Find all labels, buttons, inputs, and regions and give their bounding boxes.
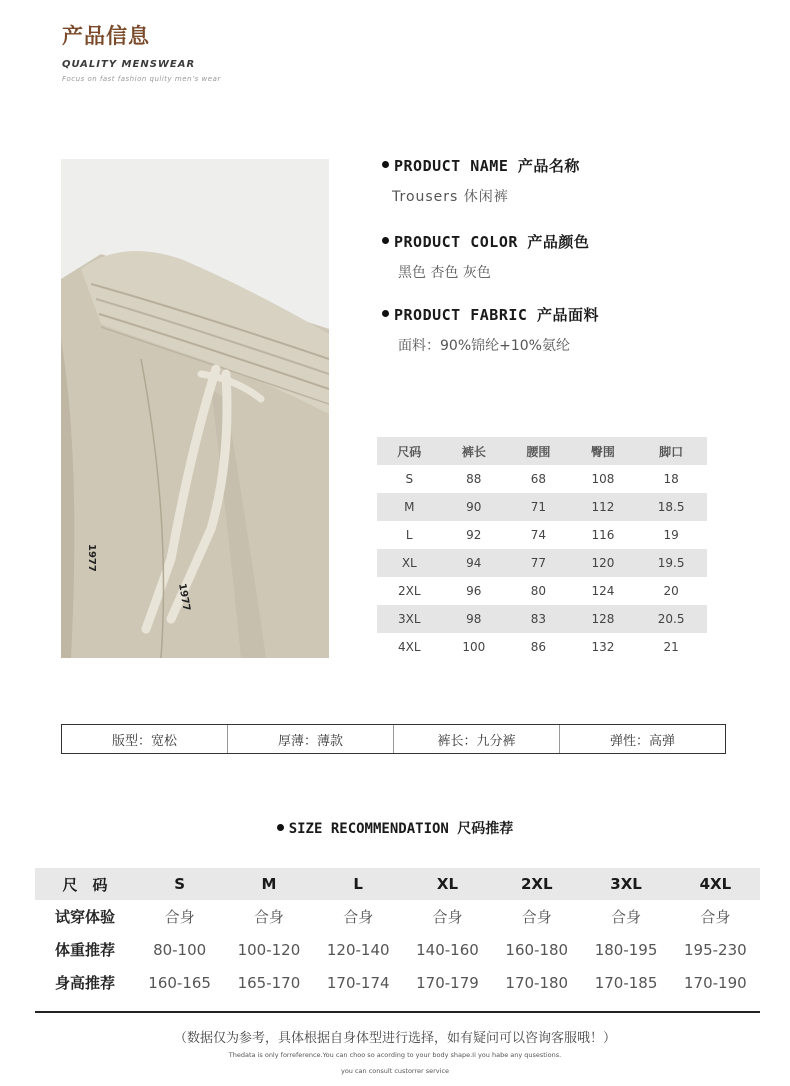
table-cell: 100: [462, 640, 486, 654]
header-cell: 腰围: [506, 437, 571, 465]
size-header-cell: 2XL: [492, 868, 581, 900]
brand-subtitle: QUALITY MENSWEAR: [62, 59, 196, 70]
recommendation-header: [35, 868, 760, 900]
table-cell: 170-179: [416, 973, 479, 992]
table-cell: 合身: [521, 908, 552, 926]
attribute-fit: 版型：宽松: [111, 733, 177, 749]
table-cell: 21: [663, 640, 679, 654]
product-photo: [61, 159, 329, 658]
size-header-cell: S: [135, 868, 224, 900]
tag-label-left: 1977: [86, 544, 97, 572]
table-row: [377, 465, 707, 493]
table-cell: 20.5: [635, 605, 707, 633]
table-row: [35, 966, 760, 999]
table-cell: 124: [591, 584, 615, 598]
table-cell: 83: [506, 605, 571, 633]
product-name-heading: PRODUCT NAME 产品名称: [394, 157, 580, 175]
table-cell: 合身: [164, 908, 195, 926]
attributes-strip: [61, 724, 726, 754]
table-cell: 94: [442, 549, 507, 577]
table-row: [35, 933, 760, 966]
trousers-illustration: [61, 159, 329, 658]
table-cell: 合身: [432, 908, 463, 926]
table-cell: M: [377, 493, 442, 521]
header-label: 尺 码: [35, 868, 135, 900]
product-fabric-value: 面料：90%锦纶+10%氨纶: [398, 338, 570, 354]
table-cell: 120-140: [326, 940, 390, 959]
table-cell: 170-185: [594, 973, 658, 992]
attribute-length: 裤长：九分裤: [393, 725, 559, 753]
table-row: [35, 900, 760, 933]
table-cell: 80: [530, 584, 546, 598]
size-header-cell: M: [224, 868, 313, 900]
table-cell: 19.5: [635, 549, 707, 577]
table-cell: 116: [591, 528, 615, 542]
table-cell: 98: [442, 605, 507, 633]
disclaimer-english-2: you can consult custorrer service: [340, 1067, 450, 1075]
disclaimer-english: Thedata is only forreference.You can choo so acording to your body shape.Ii you habe any qusestions.: [228, 1051, 562, 1059]
table-cell: 合身: [253, 908, 284, 926]
table-cell: 74: [530, 528, 546, 542]
table-cell: L: [405, 528, 413, 542]
table-cell: 92: [466, 528, 482, 542]
table-cell: 80-100: [153, 940, 207, 959]
table-cell: 108: [591, 472, 615, 486]
brand-tagline: Focus on fast fashion qulity men’s wear: [62, 75, 221, 83]
table-cell: 合身: [343, 908, 374, 926]
recommendation-table: [35, 868, 760, 999]
table-row: [377, 493, 707, 521]
table-cell: 170-180: [505, 973, 569, 992]
bullet-icon: [382, 237, 389, 244]
tag-label-right: 1977: [176, 582, 192, 612]
product-name-value: Trousers 休闲裤: [392, 189, 509, 205]
header-cell: 臀围: [571, 437, 636, 465]
table-cell: 77: [506, 549, 571, 577]
table-cell: 160-165: [148, 973, 211, 992]
header-cell: 裤长: [442, 437, 507, 465]
attribute-elasticity: 弹性：高弹: [559, 725, 725, 753]
size-header-cell: L: [314, 868, 403, 900]
product-color-block: [382, 231, 589, 252]
size-header-cell: XL: [403, 868, 492, 900]
product-color-heading: PRODUCT COLOR 产品颜色: [394, 233, 590, 251]
table-cell: 20: [663, 584, 679, 598]
table-row: [377, 577, 707, 605]
product-fabric-block: [382, 304, 599, 325]
size-table: [377, 437, 707, 661]
table-cell: 170-190: [684, 973, 747, 992]
size-table-header: [377, 437, 707, 465]
table-cell: 68: [530, 472, 546, 486]
bullet-icon: [277, 824, 284, 831]
row-label: 身高推荐: [54, 974, 115, 992]
table-cell: 165-170: [237, 973, 301, 992]
table-row: [377, 549, 707, 577]
table-cell: 86: [530, 640, 546, 654]
table-cell: 120: [571, 549, 636, 577]
product-fabric-heading: PRODUCT FABRIC 产品面料: [394, 306, 599, 324]
table-cell: 18: [663, 472, 679, 486]
header-cell: 脚口: [635, 437, 707, 465]
table-cell: 96: [466, 584, 482, 598]
table-row: [377, 633, 707, 661]
table-cell: 90: [442, 493, 507, 521]
disclaimer-note: （数据仅为参考，具体根据自身体型进行选择，如有疑问可以咨询客服哦！）: [173, 1031, 616, 1046]
table-cell: 112: [571, 493, 636, 521]
divider: [35, 1011, 760, 1013]
table-cell: S: [405, 472, 414, 486]
bullet-icon: [382, 161, 389, 168]
table-cell: 71: [506, 493, 571, 521]
product-name-block: [382, 155, 580, 176]
table-cell: 4XL: [398, 640, 421, 654]
header-cell: 尺码: [377, 437, 442, 465]
product-color-value: 黑色 杏色 灰色: [398, 265, 491, 281]
table-cell: 18.5: [635, 493, 707, 521]
page-title: 产品信息: [62, 24, 150, 48]
table-cell: 195-230: [684, 940, 747, 959]
table-cell: 180-195: [594, 940, 658, 959]
attribute-thickness: 厚薄：薄款: [227, 725, 393, 753]
table-cell: 合身: [611, 908, 642, 926]
table-cell: 100-120: [237, 940, 301, 959]
row-label: 试穿体验: [54, 908, 115, 926]
table-cell: 2XL: [398, 584, 421, 598]
table-cell: 88: [466, 472, 482, 486]
table-cell: 128: [571, 605, 636, 633]
table-cell: 132: [591, 640, 615, 654]
table-row: [377, 605, 707, 633]
table-cell: XL: [377, 549, 442, 577]
table-cell: 合身: [700, 908, 731, 926]
table-cell: 170-174: [326, 973, 390, 992]
recommendation-title: SIZE RECOMMENDATION 尺码推荐: [0, 818, 790, 838]
table-cell: 19: [663, 528, 679, 542]
bullet-icon: [382, 310, 389, 317]
row-label: 体重推荐: [54, 941, 115, 959]
size-header-cell: 3XL: [581, 868, 670, 900]
table-cell: 160-180: [505, 940, 569, 959]
table-row: [377, 521, 707, 549]
table-cell: 140-160: [416, 940, 479, 959]
size-header-cell: 4XL: [671, 868, 760, 900]
table-cell: 3XL: [377, 605, 442, 633]
